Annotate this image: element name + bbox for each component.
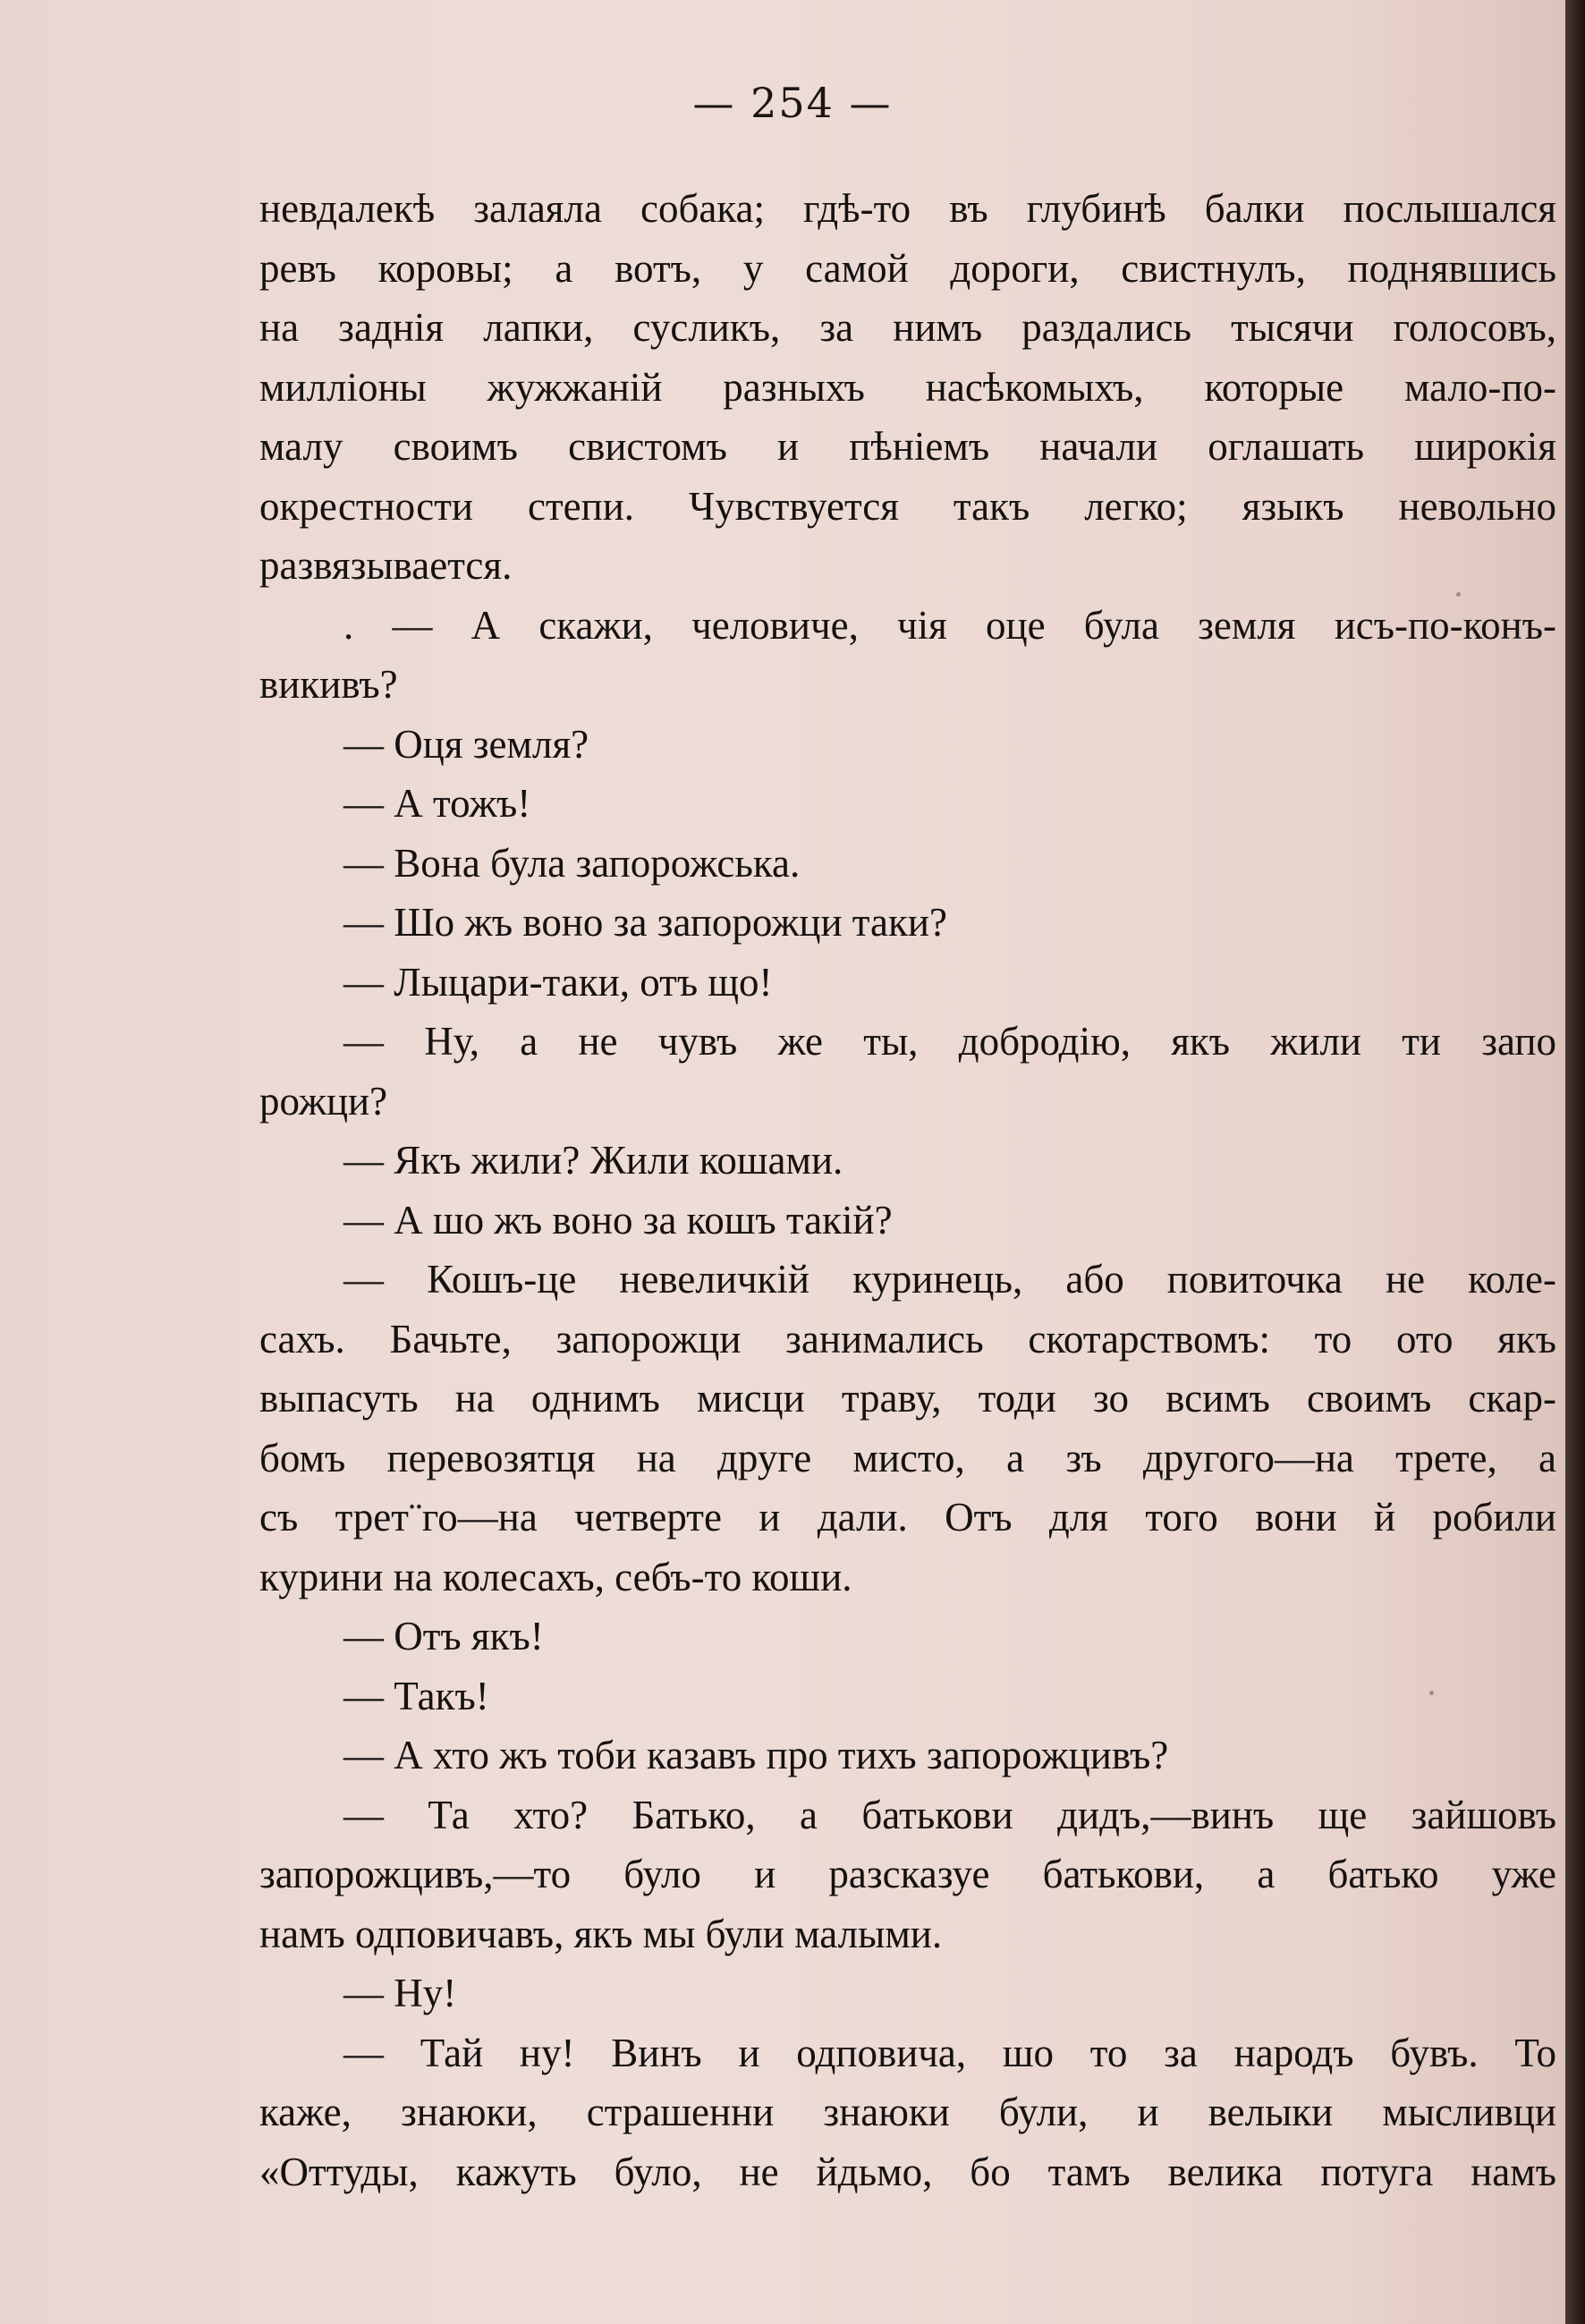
text-line: съ трет¨го—на четверте и дали. Отъ для того вони й робили <box>259 1495 1556 1539</box>
page-number: — 254 — <box>692 79 893 127</box>
text-line: выпасуть на однимъ мисци траву, тоди зо всимъ своимъ скар- <box>259 1376 1556 1421</box>
text-line: бомъ перевозятця на друге мисто, а зъ другого—на трете, а <box>259 1435 1556 1480</box>
text-line: . — А скажи, человиче, чія оце була земля исъ-по-конъ- <box>343 602 1556 648</box>
text-line: запорожцивъ,—то було и разсказуе батькови, а батько уже <box>259 1852 1556 1896</box>
text-line: — Оця земля? <box>343 721 589 767</box>
text-line: — Кошъ-це невеличкій куринець, або повиточка не коле- <box>343 1257 1556 1302</box>
text-line: курини на колесахъ, себъ-то коши. <box>259 1554 852 1599</box>
text-line: на заднія лапки, сусликъ, за нимъ раздались тысячи голосовъ, <box>259 305 1556 350</box>
book-spine-edge <box>1565 0 1585 2324</box>
text-line: — Вона була запорожська. <box>343 840 801 886</box>
paper-speck <box>1456 592 1461 597</box>
body-text <box>259 179 1556 2201</box>
text-line: каже, знаюки, страшенни знаюки були, и велыки мысливци <box>259 2090 1556 2134</box>
text-line: намъ одповичавъ, якъ мы були малыми. <box>259 1911 943 1956</box>
text-line: — Тай ну! Винъ и одповича, шо то за народъ бувъ. То <box>343 2030 1556 2075</box>
text-line: сахъ. Бачьте, запорожци занимались скотарствомъ: то ото якъ <box>259 1316 1556 1361</box>
text-line: — Якъ жили? Жили кошами. <box>343 1138 843 1183</box>
text-line: малу своимъ свистомъ и пѣніемъ начали оглашать широкія <box>259 424 1556 469</box>
text-line: — Ну! <box>343 1971 457 2015</box>
text-line: ревъ коровы; а вотъ, у самой дороги, свистнулъ, поднявшись <box>259 245 1556 291</box>
text-line: — А тожъ! <box>343 781 531 826</box>
text-line: рожци? <box>259 1078 388 1124</box>
text-line: викивъ? <box>259 662 398 707</box>
paper-speck <box>1429 1691 1434 1695</box>
text-line: окрестности степи. Чувствуется такъ легко; языкъ невольно <box>259 483 1556 529</box>
text-line: — Та хто? Батько, а батькови дидъ,—винъ ще зайшовъ <box>343 1792 1556 1837</box>
text-line: невдалекѣ залаяла собака; гдѣ-то въ глубинѣ балки послышался <box>259 186 1556 231</box>
text-line: — А шо жъ воно за кошъ такій? <box>343 1197 893 1243</box>
text-line: развязывается. <box>259 543 513 588</box>
text-line: милліоны жужжаній разныхъ насѣкомыхъ, которые мало-по- <box>259 364 1556 410</box>
text-line: — Лыцари-таки, отъ що! <box>343 959 773 1005</box>
text-line: — Ну, а не чувъ же ты, добродію, якъ жили ти запо <box>343 1019 1556 1064</box>
text-line: — Шо жъ воно за запорожци таки? <box>343 900 947 945</box>
text-line: — Отъ якъ! <box>343 1614 544 1658</box>
text-line: — Такъ! <box>343 1673 489 1718</box>
text-line: — А хто жъ тоби казавъ про тихъ запорожцивъ? <box>343 1733 1169 1777</box>
text-line: «Оттуды, кажуть було, не йдьмо, бо тамъ велика потуга намъ <box>259 2149 1556 2194</box>
